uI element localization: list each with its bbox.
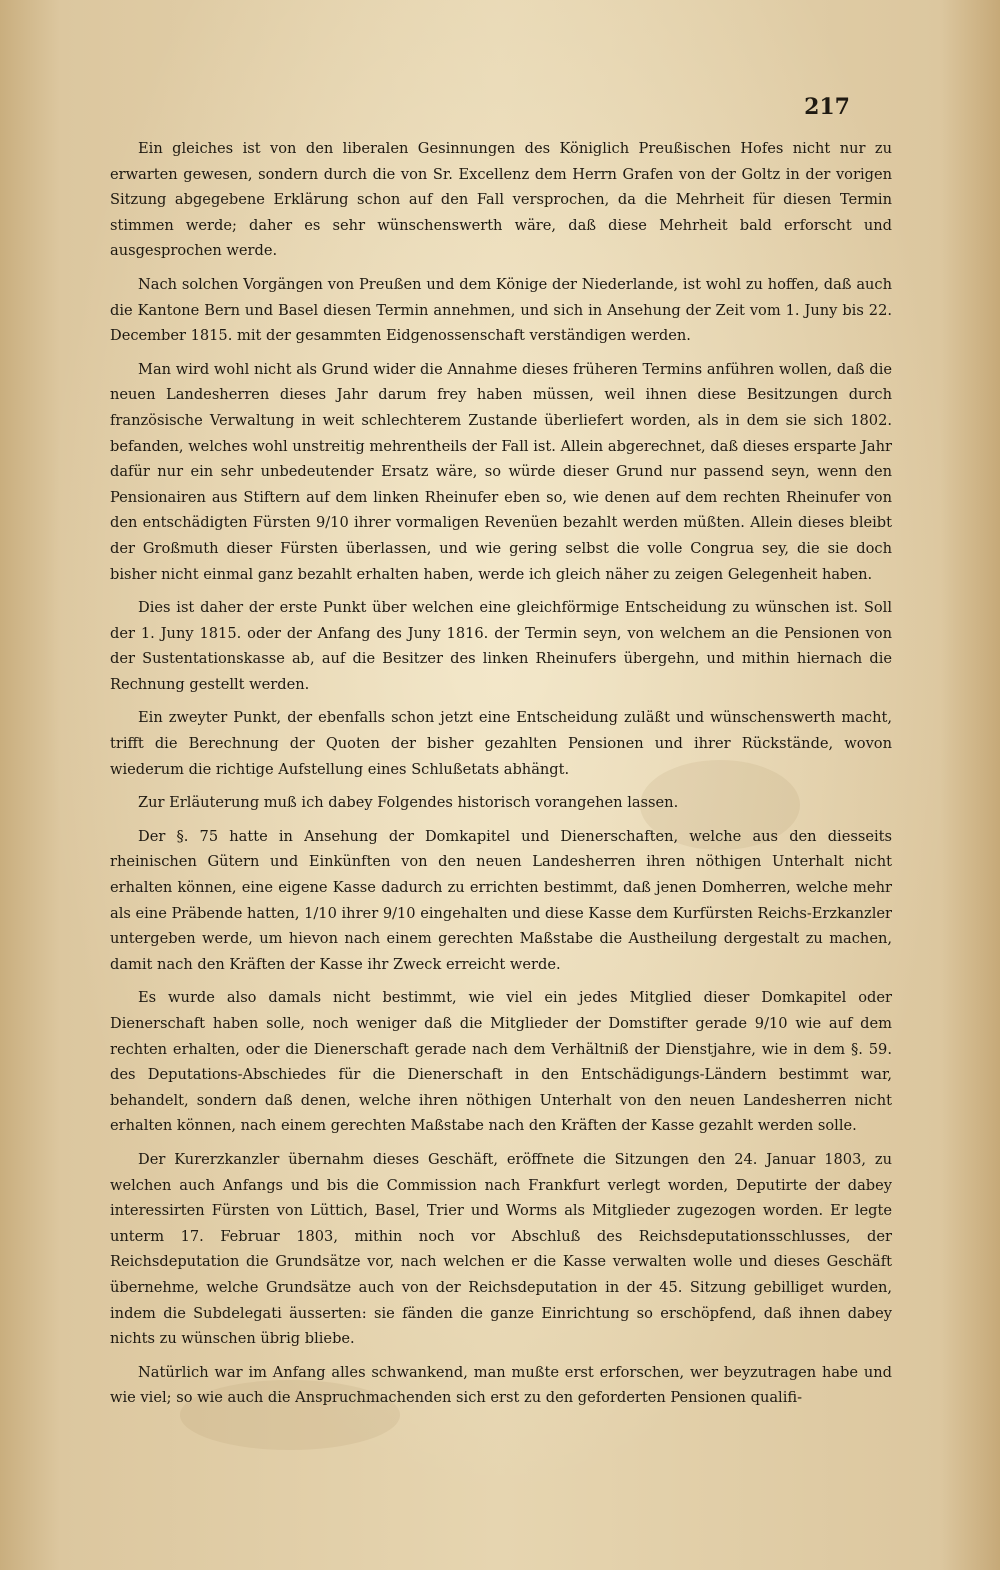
paragraph: Natürlich war im Anfang alles schwankend, man mußte erst erforschen, wer beyzutragen habe und wie viel; so wie auch die Anspruchmachenden sich erst zu den geforderten Pensionen qualifi-	[110, 1363, 892, 1407]
paragraph: Dies ist daher der erste Punkt über welchen eine gleichförmige Entscheidung zu wünschen ist. Soll der 1. Juny 1815. oder der Anfang des Juny 1816. der Termin seyn, von welchem an die Pensionen von der Sustentationskasse ab, auf die Besitzer des linken Rheinufers übergehn, und mithin hiernach die Rechnung gestellt werden.	[110, 599, 892, 693]
body-text	[110, 136, 892, 1419]
page-number: 217	[804, 94, 850, 120]
paragraph: Nach solchen Vorgängen von Preußen und dem Könige der Niederlande, ist wohl zu hoffen, daß auch die Kantone Bern und Basel diesen Termin annehmen, und sich in Ansehung der Zeit vom 1. Juny bis 22. December 1815. mit der gesammten Eidgenossenschaft verständigen werden.	[110, 275, 892, 345]
paragraph: Der Kurerzkanzler übernahm dieses Geschäft, eröffnete die Sitzungen den 24. Januar 1803, zu welchen auch Anfangs und bis die Commission nach Frankfurt verlegt worden, Deputirte der dabey interessirten Fürsten von Lüttich, Basel, Trier und Worms als Mitglieder zugezogen worden. Er legte unterm 17. Februar 1803, mithin noch vor Abschluß des Reichsdeputationsschlusses, der Reichsdeputation die Grundsätze vor, nach welchen er die Kasse verwalten wolle und dieses Geschäft übernehme, welche Grundsätze auch von der Reichsdeputation in der 45. Sitzung gebilliget wurden, indem die Subdelegati äusserten: sie fänden die ganze Einrichtung so erschöpfend, daß ihnen dabey nichts zu wünschen übrig bliebe.	[110, 1150, 892, 1348]
paragraph: Der §. 75 hatte in Ansehung der Domkapitel und Dienerschaften, welche aus den diesseits rheinischen Gütern und Einkünften von den neuen Landesherren ihren nöthigen Unterhalt nicht erhalten können, eine eigene Kasse dadurch zu errichten bestimmt, daß jenen Domherren, welche mehr als eine Präbende hatten, 1/10 ihrer 9/10 eingehalten und diese Kasse dem Kurfürsten Reichs-Erzkanzler untergeben werde, um hievon nach einem gerechten Maßstabe die Austheilung dergestalt zu machen, damit nach den Kräften der Kasse ihr Zweck erreicht werde.	[110, 827, 892, 973]
paragraph: Zur Erläuterung muß ich dabey Folgendes historisch vorangehen lassen.	[138, 794, 679, 812]
paragraph: Man wird wohl nicht als Grund wider die Annahme dieses früheren Termins anführen wollen, daß die neuen Landesherren dieses Jahr darum frey haben müssen, weil ihnen diese Besitzungen durch französische Verwaltung in weit schlechterem Zustande überliefert worden, als in dem sie sich 1802. befanden, welches wohl unstreitig mehrentheils der Fall ist. Allein abgerechnet, daß dieses ersparte Jahr dafür nur ein sehr unbedeutender Ersatz wäre, so würde dieser Grund nur passend seyn, wenn den Pensionairen aus Stiftern auf dem linken Rheinufer eben so, wie denen auf dem rechten Rheinufer von den entschädigten Fürsten 9/10 ihrer vormaligen Revenüen bezahlt werden müßten. Allein dieses bleibt der Großmuth dieser Fürsten überlassen, und wie gering selbst die volle Congrua sey, die sie doch bisher nicht einmal ganz bezahlt erhalten haben, werde ich gleich näher zu zeigen Gelegenheit haben.	[110, 360, 892, 583]
paragraph: Ein gleiches ist von den liberalen Gesinnungen des Königlich Preußischen Hofes nicht nur zu erwarten gewesen, sondern durch die von Sr. Excellenz dem Herrn Grafen von der Goltz in der vorigen Sitzung abgegebene Erklärung schon auf den Fall versprochen, da die Mehrheit für diesen Termin stimmen werde; daher es sehr wünschenswerth wäre, daß diese Mehrheit bald erforscht und ausgesprochen werde.	[110, 140, 892, 260]
paragraph: Es wurde also damals nicht bestimmt, wie viel ein jedes Mitglied dieser Domkapitel oder Dienerschaft haben solle, noch weniger daß die Mitglieder der Domstifter gerade 9/10 wie auf dem rechten erhalten, oder die Dienerschaft gerade nach dem Verhältniß der Dienstjahre, wie in dem §. 59. des Deputations-Abschiedes für die Dienerschaft in den Entschädigungs-Ländern bestimmt war, behandelt, sondern daß denen, welche ihren nöthigen Unterhalt von den neuen Landesherren nicht erhalten können, nach einem gerechten Maßstabe nach den Kräften der Kasse gezahlt werden solle.	[110, 989, 892, 1135]
paragraph: Ein zweyter Punkt, der ebenfalls schon jetzt eine Entscheidung zuläßt und wünschenswerth macht, trifft die Berechnung der Quoten der bisher gezahlten Pensionen und ihrer Rückstände, wovon wiederum die richtige Aufstellung eines Schlußetats abhängt.	[110, 709, 892, 778]
